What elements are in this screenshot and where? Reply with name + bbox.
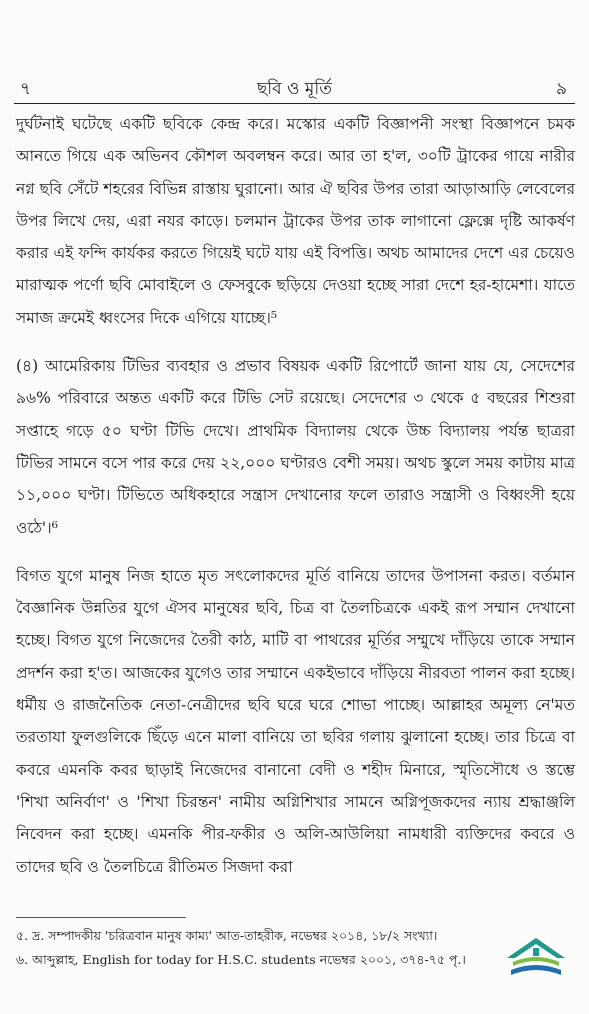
paragraph-3: বিগত যুগে মানুষ নিজ হাতে মৃত সৎলোকদের মূর্তি বানিয়ে তাদের উপাসনা করত। বর্তমান বৈজ্ঞানিক উন্নতির যুগে ঐসব মানুষের ছবি, চিত্র বা তৈলচিত্রকে একই রূপ সম্মান দেখানো হচ্ছে। বিগত যুগে নিজেদের তৈরী কাঠ, মাটি বা পাথরের মূর্তির সম্মুখে দাঁড়িয়ে তাকে সম্মান প্রদর্শন করা হ'ত। আজকের যুগেও তার সম্মানে একইভাবে দাঁড়িয়ে নীরবতা পালন করা হচ্ছে। ধর্মীয় ও রাজনৈতিক নেতা-নেত্রীদের ছবি ঘরে ঘরে শোভা পাচ্ছে। আল্লাহর অমূল্য নে'মত তরতাযা ফুলগুলিকে ছিঁড়ে এনে মালা বানিয়ে তা ছবির গলায় ঝুলানো হচ্ছে। তার চিত্রে বা কবরে এমনকি কবর ছাড়াই নিজেদের বানানো বেদী ও শহীদ মিনারে, স্মৃতিসৌধে ও স্তম্ভে 'শিখা অনির্বাণ' ও 'শিখা চিরন্তন' নামীয় অগ্নিশিখার সামনে অগ্নিপূজকদের ন্যায় শ্রদ্ধাঞ্জলি নিবেদন করা হচ্ছে। এমনকি পীর-ফকীর ও অলি-আউলিয়া নামধারী ব্যক্তিদের কবরে ও তাদের ছবি ও তৈলচিত্রে রীতিমত সিজদা করা: [16, 566, 575, 876]
publisher-logo-icon: [503, 932, 569, 982]
page-number: ৯: [555, 79, 567, 99]
running-title: ছবি ও মূর্তি: [256, 79, 332, 99]
header-left-number: ৭: [20, 79, 32, 99]
footnote-5: ৫. দ্র. সম্পাদকীয় 'চরিত্রবান মানুষ কাম্য' আত-তাহরীক, নভেম্বর ২০১৪, ১৮/২ সংখ্যা।: [16, 928, 438, 943]
paragraph-gap: [16, 334, 575, 350]
page-header: [14, 64, 575, 104]
footnote-rule: [16, 917, 186, 918]
footnotes: [16, 924, 509, 972]
paragraph-1: দুর্ঘটনাই ঘটেছে একটি ছবিকে কেন্দ্র করে। মস্কোর একটি বিজ্ঞাপনী সংস্থা বিজ্ঞাপনে চমক আনতে গিয়ে এক অভিনব কৌশল অবলম্বন করে। আর তা হ'ল, ৩০টি ট্রাকের গায়ে নারীর নগ্ন ছবি সেঁটে শহরের বিভিন্ন রাস্তায় ঘুরানো। আর ঐ ছবির উপর তারা আড়াআড়ি লেবেলের উপর লিখে দেয়, এরা নযর কাড়ে। চলমান ট্রাকের উপর তাক লাগানো ফ্লেক্সে দৃষ্টি আকর্ষণ করার এই ফন্দি কার্যকর করতে গিয়েই ঘটে যায় এই বিপত্তি। অথচ আমাদের দেশে এর চেয়েও মারাত্মক পর্ণো ছবি মোবাইলে ও ফেসবুকে ছড়িয়ে দেওয়া হচ্ছে সারা দেশে হর-হামেশা। যাতে সমাজ ক্রমেই ধ্বংসের দিকে এগিয়ে যাচ্ছে।⁵: [16, 115, 575, 327]
header-rule: [14, 103, 575, 104]
footnote-6: ৬. আব্দুল্লাহ, English for today for H.S.C. students নভেম্বর ২০০১, ৩৭৪-৭৫ পৃ.।: [16, 952, 466, 967]
paragraph-gap: [16, 544, 575, 560]
paragraph-2: (৪) আমেরিকায় টিভির ব্যবহার ও প্রভাব বিষয়ক একটি রিপোর্টে জানা যায় যে, সেদেশের ৯৬% পরিবারে অন্তত একটি করে টিভি সেট রয়েছে। সেদেশের ৩ থেকে ৫ বছরের শিশুরা সপ্তাহে গড়ে ৫০ ঘণ্টা টিভি দেখে। প্রাথমিক বিদ্যালয় থেকে উচ্চ বিদ্যালয় পর্যন্ত ছাত্ররা টিভির সামনে বসে পার করে দেয় ২২,০০০ ঘণ্টারও বেশী সময়। অথচ স্কুলে সময় কাটায় মাত্র ১১,০০০ ঘণ্টা। টিভিতে অধিকহারে সন্ত্রাস দেখানোর ফলে তারাও সন্ত্রাসী ও বিধ্বংসী হয়ে ওঠে'।⁶: [16, 357, 575, 537]
body-text: [16, 108, 575, 883]
